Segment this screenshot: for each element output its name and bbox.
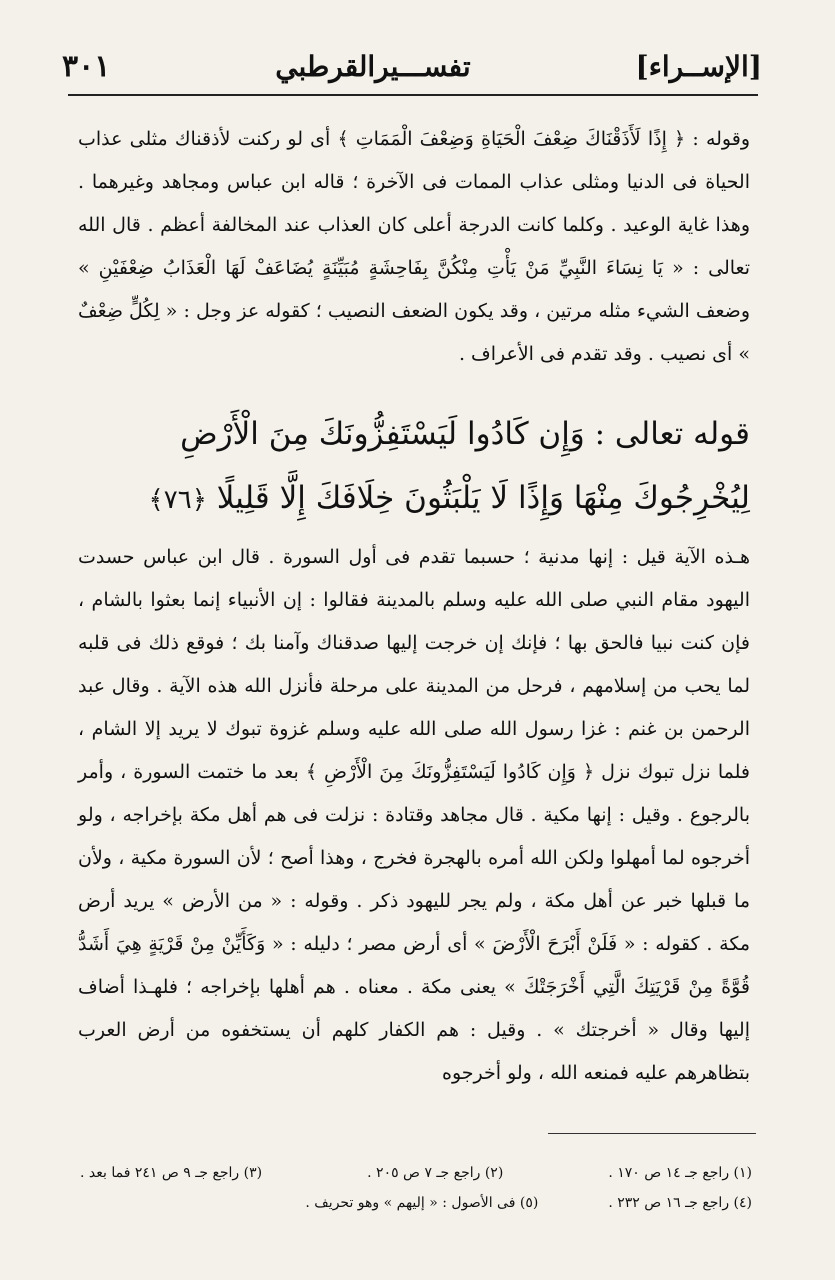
footnote-3: (٣) راجع جـ ٩ ص ٢٤١ فما بعد . — [80, 1165, 263, 1181]
quran-verse — [78, 402, 750, 532]
footnote-row — [80, 1158, 752, 1188]
footnote-2: (٢) راجع جـ ٧ ص ٢٠٥ . — [367, 1165, 504, 1181]
paragraph: وقوله : ﴿ إِذًا لَأَذَقْنَاكَ ضِعْفَ الْحَيَاةِ وَضِعْفَ الْمَمَاتِ ﴾ أى لو ركنت لأذقناك مثلى عذاب الحياة فى الدنيا ومثلى عذاب الممات فى الآخرة ؛ قاله ابن عباس ومجاهد وغيرهما . وهذا غاية الوعيد . وكلما كانت الدرجة أعلى كان العذاب عند المخالفة أعظم . قال الله تعالى : « يَا نِسَاءَ النَّبِيِّ مَنْ يَأْتِ مِنْكُنَّ بِفَاحِشَةٍ مُبَيِّنَةٍ يُضَاعَفْ لَهَا الْعَذَابُ ضِعْفَيْنِ » وضعف الشيء مثله مرتين ، وقد يكون الضعف النصيب ؛ كقوله عز وجل : « لِكُلٍّ ضِعْفٌ » أى نصيب . وقد تقدم فى الأعراف . — [78, 128, 750, 365]
footnote-row — [80, 1188, 752, 1218]
footnote-1: (١) راجع جـ ١٤ ص ١٧٠ . — [608, 1165, 752, 1181]
paragraph: هـذه الآية قيل : إنها مدنية ؛ حسبما تقدم فى أول السورة . قال ابن عباس حسدت اليهود مقام النبي صلى الله عليه وسلم بالمدينة فقالوا : إن الأنبياء إنما بعثوا بالشام ، فإن كنت نبيا فالحق بها ؛ فإنك إن خرجت إليها صدقناك وآمنا بك ؛ فوقع ذلك فى قلبه لما يحب من إسلامهم ، فرحل من المدينة على مرحلة فأنزل الله هذه الآية . وقال عبد الرحمن بن غنم : غزا رسول الله صلى الله عليه وسلم غزوة تبوك لا يريد إلا الشام ، فلما نزل تبوك نزل ﴿ وَإِن كَادُوا لَيَسْتَفِزُّونَكَ مِنَ الْأَرْضِ ﴾ بعد ما ختمت السورة ، وأمر بالرجوع . وقيل : إنها مكية . قال مجاهد وقتادة : نزلت فى هم أهل مكة بإخراجه ، ولو أخرجوه لما أمهلوا ولكن الله أمره بالهجرة فخرج ، وهذا أصح ؛ لأن السورة مكية ، ولأن ما قبلها خبر عن أهل مكة ، ولم يجر لليهود ذكر . وقوله : « من الأرض » يريد أرض مكة . كقوله : « فَلَنْ أَبْرَحَ الْأَرْضَ » أى أرض مصر ؛ دليله : « وَكَأَيِّنْ مِنْ قَرْيَةٍ هِيَ أَشَدُّ قُوَّةً مِنْ قَرْيَتِكَ الَّتِي أَخْرَجَتْكَ » يعنى مكة . معناه . هم أهلها بإخراجه ؛ فلهـذا أضاف إليها وقال « أخرجتك » . وقيل : هم الكفار كلهم أن يستخفوه من أرض العرب بتظاهرهم عليه فمنعه الله ، ولو أخرجوه — [78, 546, 750, 1084]
verse-block — [78, 402, 750, 532]
page-header — [62, 40, 762, 92]
page-number: ٣٠١ — [62, 48, 111, 84]
verse-text: قوله تعالى : وَإِن كَادُوا لَيَسْتَفِزُّونَكَ مِنَ الْأَرْضِ لِيُخْرِجُوكَ مِنْهَا وَإِذًا لَا يَلْبَثُونَ خِلَافَكَ إِلَّا قَلِيلًا — [180, 416, 750, 516]
header-rule — [68, 94, 758, 96]
commentary-block-1 — [78, 118, 750, 376]
footnotes — [80, 1158, 752, 1218]
footnote-5: (٥) فى الأصول : « إليهم » وهو تحريف . — [305, 1195, 539, 1211]
book-title: تفســـيرالقرطبي — [275, 49, 471, 83]
surah-name: [الإســراء] — [635, 49, 762, 83]
footnote-4: (٤) راجع جـ ١٦ ص ٢٣٢ . — [608, 1195, 752, 1211]
verse-number: ﴿٧٦﴾ — [148, 485, 207, 515]
commentary-block-2 — [78, 536, 750, 1095]
footnote-rule — [548, 1133, 756, 1134]
